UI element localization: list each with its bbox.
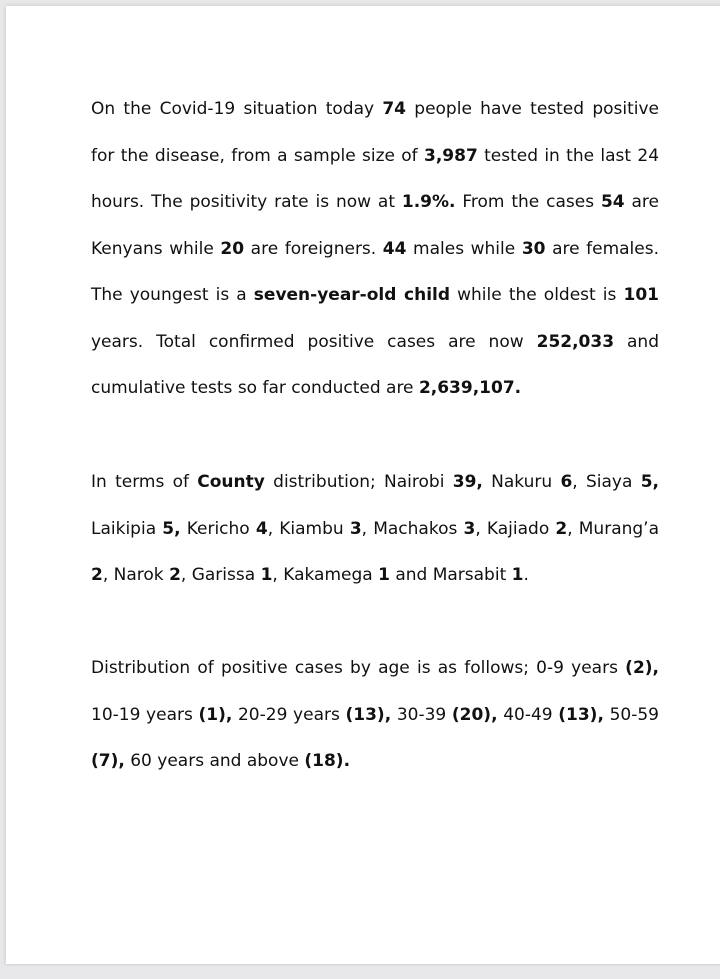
text-segment: people have tested positive for the disease, from a sample size of <box>91 99 659 166</box>
text-segment: In terms of <box>91 472 198 492</box>
emphasized-value: 74 <box>382 99 407 119</box>
emphasized-value: 6 <box>560 472 573 492</box>
text-segment: Nakuru <box>482 472 561 492</box>
text-segment: Distribution of positive cases by age is as follows; 0-9 years <box>91 658 626 678</box>
text-segment: and Marsabit <box>389 565 512 585</box>
emphasized-value: (18). <box>304 751 351 771</box>
emphasized-value: 252,033 <box>536 331 615 352</box>
text-segment: , Kajiado <box>475 518 556 539</box>
text-segment: Laikipia <box>91 518 163 539</box>
text-segment: are foreigners. <box>244 238 383 259</box>
emphasized-value: 1.9%. <box>401 192 456 212</box>
emphasized-value: 2 <box>91 565 103 585</box>
emphasized-value: (1), <box>198 704 233 725</box>
emphasized-value: 3 <box>349 518 362 539</box>
emphasized-value: 20 <box>220 238 245 259</box>
text-segment: , Garissa <box>180 565 261 585</box>
text-segment: tested in the last 24 hours. The positivity rate is now at <box>91 145 660 212</box>
text-segment: 20-29 years <box>232 704 346 725</box>
emphasized-value: 2,639,107. <box>418 378 522 398</box>
text-segment: 40-49 <box>497 704 559 725</box>
emphasized-value: County <box>197 472 265 492</box>
emphasized-value: 3,987 <box>424 145 478 166</box>
text-segment: are females. The youngest is a <box>91 238 660 305</box>
text-segment: 50-59 <box>603 704 659 725</box>
emphasized-value: 39, <box>452 472 483 492</box>
text-segment: Kericho <box>180 518 256 539</box>
text-segment: On the Covid-19 situation today <box>91 99 383 119</box>
text-segment: males while <box>406 238 522 259</box>
emphasized-value: 44 <box>382 238 407 259</box>
emphasized-value: (20), <box>451 704 498 725</box>
emphasized-value: 2 <box>169 565 181 585</box>
text-segment: while the oldest is <box>450 285 624 305</box>
emphasized-value: 5, <box>640 472 659 492</box>
text-segment: and cumulative tests so far conducted are <box>91 331 659 398</box>
emphasized-value: 4 <box>255 518 268 539</box>
emphasized-value: 1 <box>378 565 390 585</box>
emphasized-value: 30 <box>521 238 546 259</box>
text-segment: , Machakos <box>361 518 464 539</box>
paragraph-summary <box>91 86 659 412</box>
paragraph-age-distribution <box>91 645 659 785</box>
text-segment: , Kakamega <box>272 565 379 585</box>
text-segment: distribution; Nairobi <box>264 472 453 492</box>
text-segment: 60 years and above <box>124 751 305 771</box>
text-segment: From the cases <box>455 192 601 212</box>
emphasized-value: 54 <box>600 192 625 212</box>
text-segment: , Narok <box>102 565 170 585</box>
text-segment: 30-39 <box>391 704 452 725</box>
emphasized-value: (2), <box>625 658 659 678</box>
document-page <box>6 6 720 964</box>
text-segment: years. Total confirmed positive cases are now <box>91 331 537 352</box>
paragraph-county-distribution <box>91 459 659 599</box>
emphasized-value: 1 <box>511 565 524 585</box>
emphasized-value: 101 <box>623 285 659 305</box>
emphasized-value: 3 <box>463 518 476 539</box>
emphasized-value: 5, <box>162 518 181 539</box>
text-segment: 10-19 years <box>91 704 199 725</box>
text-segment: , Murang’a <box>567 518 660 539</box>
text-segment: , Siaya <box>572 472 641 492</box>
emphasized-value: (7), <box>91 751 125 771</box>
text-segment: are Kenyans while <box>91 192 659 259</box>
text-segment: . <box>523 565 529 585</box>
emphasized-value: (13), <box>558 704 604 725</box>
emphasized-value: 1 <box>260 565 273 585</box>
emphasized-value: seven-year-old child <box>253 285 451 305</box>
next-page-edge <box>0 966 720 979</box>
emphasized-value: 2 <box>555 518 568 539</box>
emphasized-value: (13), <box>345 704 392 725</box>
text-segment: , Kiambu <box>267 518 350 539</box>
